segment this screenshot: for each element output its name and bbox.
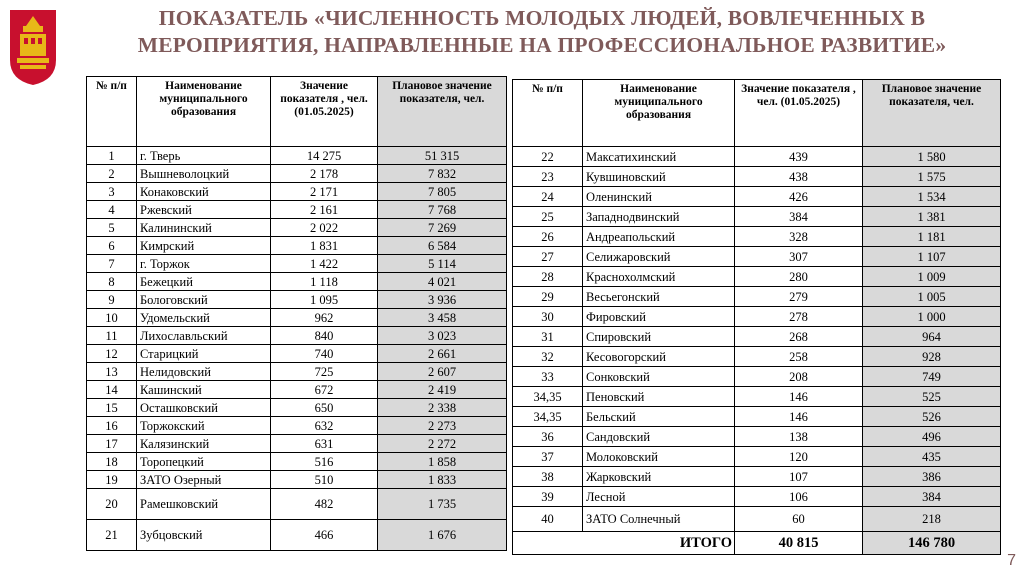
title-line-2: МЕРОПРИЯТИЯ, НАПРАВЛЕННЫЕ НА ПРОФЕССИОНАЛЬНОЕ РАЗВИТИЕ»: [137, 33, 947, 57]
table-row: [513, 447, 1001, 467]
row-name: Торжокский: [137, 417, 271, 435]
row-plan: 1 735: [378, 489, 507, 520]
row-name: Зубцовский: [137, 520, 271, 551]
row-plan: 3 936: [378, 291, 507, 309]
row-num: 17: [87, 435, 137, 453]
row-num: 9: [87, 291, 137, 309]
row-num: 21: [87, 520, 137, 551]
row-value: 2 161: [271, 201, 378, 219]
row-num: 29: [513, 287, 583, 307]
row-name: Максатихинский: [583, 147, 735, 167]
header-name: Наименование муниципального образования: [137, 77, 271, 147]
row-num: 37: [513, 447, 583, 467]
row-value: 14 275: [271, 147, 378, 165]
row-value: 120: [735, 447, 863, 467]
header-num: № п/п: [513, 80, 583, 147]
row-num: 18: [87, 453, 137, 471]
row-value: 307: [735, 247, 863, 267]
row-value: 138: [735, 427, 863, 447]
row-value: 146: [735, 387, 863, 407]
page-title: [60, 5, 1024, 59]
row-name: Лихославльский: [137, 327, 271, 345]
row-num: 7: [87, 255, 137, 273]
row-value: 962: [271, 309, 378, 327]
table-row: [87, 201, 507, 219]
row-plan: 1 009: [863, 267, 1001, 287]
row-plan: 51 315: [378, 147, 507, 165]
row-plan: 384: [863, 487, 1001, 507]
table-row: [513, 267, 1001, 287]
row-value: 258: [735, 347, 863, 367]
row-plan: 1 858: [378, 453, 507, 471]
row-num: 40: [513, 507, 583, 532]
row-value: 107: [735, 467, 863, 487]
row-plan: 7 805: [378, 183, 507, 201]
row-num: 34,35: [513, 407, 583, 427]
row-name: Сандовский: [583, 427, 735, 447]
row-plan: 6 584: [378, 237, 507, 255]
row-name: Ржевский: [137, 201, 271, 219]
row-value: 466: [271, 520, 378, 551]
header-plan: Плановое значение показателя, чел.: [863, 80, 1001, 147]
row-plan: 1 575: [863, 167, 1001, 187]
row-plan: 1 580: [863, 147, 1001, 167]
table-row: [87, 273, 507, 291]
table-row: [513, 347, 1001, 367]
row-num: 16: [87, 417, 137, 435]
row-name: Молоковский: [583, 447, 735, 467]
row-name: Бологовский: [137, 291, 271, 309]
row-value: 278: [735, 307, 863, 327]
row-num: 36: [513, 427, 583, 447]
row-name: Фировский: [583, 307, 735, 327]
row-name: Спировский: [583, 327, 735, 347]
table-row: [513, 287, 1001, 307]
row-name: г. Торжок: [137, 255, 271, 273]
row-value: 2 178: [271, 165, 378, 183]
table-row: [87, 327, 507, 345]
row-plan: 3 458: [378, 309, 507, 327]
row-plan: 749: [863, 367, 1001, 387]
row-name: Селижаровский: [583, 247, 735, 267]
row-num: 25: [513, 207, 583, 227]
table-row: [513, 167, 1001, 187]
row-num: 12: [87, 345, 137, 363]
row-plan: 7 768: [378, 201, 507, 219]
table-row: [513, 407, 1001, 427]
row-num: 2: [87, 165, 137, 183]
table-row: [513, 227, 1001, 247]
row-plan: 1 005: [863, 287, 1001, 307]
row-num: 31: [513, 327, 583, 347]
row-plan: 7 269: [378, 219, 507, 237]
page-number: 7: [1007, 552, 1016, 569]
table-row: [513, 427, 1001, 447]
row-plan: 1 381: [863, 207, 1001, 227]
table-row: [87, 489, 507, 520]
row-num: 22: [513, 147, 583, 167]
table-row: [87, 453, 507, 471]
row-name: Кувшиновский: [583, 167, 735, 187]
row-value: 146: [735, 407, 863, 427]
row-value: 280: [735, 267, 863, 287]
row-value: 672: [271, 381, 378, 399]
row-name: Кимрский: [137, 237, 271, 255]
row-num: 10: [87, 309, 137, 327]
row-plan: 4 021: [378, 273, 507, 291]
row-name: Пеновский: [583, 387, 735, 407]
row-plan: 2 607: [378, 363, 507, 381]
row-plan: 1 534: [863, 187, 1001, 207]
row-plan: 218: [863, 507, 1001, 532]
table-row: [87, 309, 507, 327]
row-name: Весьегонский: [583, 287, 735, 307]
row-value: 1 831: [271, 237, 378, 255]
row-value: 740: [271, 345, 378, 363]
row-name: ЗАТО Озерный: [137, 471, 271, 489]
row-name: Конаковский: [137, 183, 271, 201]
row-num: 26: [513, 227, 583, 247]
total-plan: 146 780: [863, 532, 1001, 555]
row-name: Андреапольский: [583, 227, 735, 247]
right-data-table: [512, 79, 1001, 555]
row-name: Оленинский: [583, 187, 735, 207]
total-label: ИТОГО: [513, 532, 735, 555]
row-num: 33: [513, 367, 583, 387]
row-num: 34,35: [513, 387, 583, 407]
table-row: [513, 187, 1001, 207]
row-name: Краснохолмский: [583, 267, 735, 287]
table-row: [513, 247, 1001, 267]
row-value: 384: [735, 207, 863, 227]
row-plan: 2 338: [378, 399, 507, 417]
row-name: Кесовогорский: [583, 347, 735, 367]
row-num: 23: [513, 167, 583, 187]
row-value: 439: [735, 147, 863, 167]
row-num: 20: [87, 489, 137, 520]
row-name: Нелидовский: [137, 363, 271, 381]
row-plan: 964: [863, 327, 1001, 347]
row-num: 24: [513, 187, 583, 207]
row-value: 268: [735, 327, 863, 347]
row-num: 5: [87, 219, 137, 237]
table-row: [87, 435, 507, 453]
row-name: Торопецкий: [137, 453, 271, 471]
row-value: 1 095: [271, 291, 378, 309]
row-num: 11: [87, 327, 137, 345]
row-num: 27: [513, 247, 583, 267]
row-plan: 525: [863, 387, 1001, 407]
table-row: [87, 183, 507, 201]
row-value: 426: [735, 187, 863, 207]
row-num: 1: [87, 147, 137, 165]
table-row: [513, 207, 1001, 227]
row-value: 632: [271, 417, 378, 435]
table-row: [513, 307, 1001, 327]
row-value: 208: [735, 367, 863, 387]
row-name: Лесной: [583, 487, 735, 507]
row-value: 631: [271, 435, 378, 453]
row-num: 4: [87, 201, 137, 219]
row-value: 482: [271, 489, 378, 520]
row-name: Бежецкий: [137, 273, 271, 291]
table-row: [87, 363, 507, 381]
row-name: Жарковский: [583, 467, 735, 487]
row-value: 516: [271, 453, 378, 471]
row-value: 510: [271, 471, 378, 489]
row-plan: 2 272: [378, 435, 507, 453]
row-num: 30: [513, 307, 583, 327]
row-value: 2 022: [271, 219, 378, 237]
row-value: 328: [735, 227, 863, 247]
row-plan: 386: [863, 467, 1001, 487]
table-row: [513, 367, 1001, 387]
header-value: Значение показателя , чел. (01.05.2025): [271, 77, 378, 147]
row-name: Осташковский: [137, 399, 271, 417]
table-row: [87, 147, 507, 165]
total-row: [513, 532, 1001, 555]
row-num: 28: [513, 267, 583, 287]
row-name: Западнодвинский: [583, 207, 735, 227]
row-name: г. Тверь: [137, 147, 271, 165]
row-name: Калининский: [137, 219, 271, 237]
header-plan: Плановое значение показателя, чел.: [378, 77, 507, 147]
row-plan: 2 273: [378, 417, 507, 435]
table-row: [513, 327, 1001, 347]
row-plan: 2 661: [378, 345, 507, 363]
row-name: Старицкий: [137, 345, 271, 363]
row-num: 39: [513, 487, 583, 507]
header-name: Наименование муниципального образования: [583, 80, 735, 147]
row-num: 32: [513, 347, 583, 367]
row-value: 650: [271, 399, 378, 417]
row-plan: 1 107: [863, 247, 1001, 267]
row-plan: 526: [863, 407, 1001, 427]
row-num: 3: [87, 183, 137, 201]
table-row: [87, 255, 507, 273]
row-num: 14: [87, 381, 137, 399]
row-name: Вышневолоцкий: [137, 165, 271, 183]
row-plan: 496: [863, 427, 1001, 447]
table-row: [87, 520, 507, 551]
row-name: Сонковский: [583, 367, 735, 387]
row-num: 6: [87, 237, 137, 255]
row-value: 438: [735, 167, 863, 187]
row-name: Бельский: [583, 407, 735, 427]
left-data-table: [86, 76, 507, 551]
row-value: 279: [735, 287, 863, 307]
row-num: 38: [513, 467, 583, 487]
row-name: Калязинский: [137, 435, 271, 453]
row-name: ЗАТО Солнечный: [583, 507, 735, 532]
row-plan: 1 000: [863, 307, 1001, 327]
row-name: Рамешковский: [137, 489, 271, 520]
table-row: [513, 147, 1001, 167]
row-name: Удомельский: [137, 309, 271, 327]
row-value: 106: [735, 487, 863, 507]
row-plan: 928: [863, 347, 1001, 367]
table-row: [513, 487, 1001, 507]
header-value: Значение показателя , чел. (01.05.2025): [735, 80, 863, 147]
table-row: [87, 471, 507, 489]
row-plan: 2 419: [378, 381, 507, 399]
table-row: [513, 467, 1001, 487]
header-num: № п/п: [87, 77, 137, 147]
row-name: Кашинский: [137, 381, 271, 399]
row-plan: 5 114: [378, 255, 507, 273]
row-value: 725: [271, 363, 378, 381]
table-row: [87, 237, 507, 255]
table-row: [87, 165, 507, 183]
title-line-1: ПОКАЗАТЕЛЬ «ЧИСЛЕННОСТЬ МОЛОДЫХ ЛЮДЕЙ, ВОВЛЕЧЕННЫХ В: [158, 6, 926, 30]
table-row: [513, 387, 1001, 407]
row-value: 840: [271, 327, 378, 345]
total-value: 40 815: [735, 532, 863, 555]
table-row: [87, 381, 507, 399]
tver-coat-of-arms-icon: [8, 8, 58, 86]
table-row: [87, 345, 507, 363]
row-value: 60: [735, 507, 863, 532]
row-num: 15: [87, 399, 137, 417]
row-plan: 1 676: [378, 520, 507, 551]
table-row: [87, 219, 507, 237]
table-row: [87, 291, 507, 309]
row-value: 1 422: [271, 255, 378, 273]
row-num: 13: [87, 363, 137, 381]
table-row: [513, 507, 1001, 532]
table-row: [87, 399, 507, 417]
row-plan: 435: [863, 447, 1001, 467]
row-value: 1 118: [271, 273, 378, 291]
row-plan: 7 832: [378, 165, 507, 183]
row-value: 2 171: [271, 183, 378, 201]
row-plan: 1 833: [378, 471, 507, 489]
row-plan: 3 023: [378, 327, 507, 345]
row-num: 8: [87, 273, 137, 291]
row-plan: 1 181: [863, 227, 1001, 247]
row-num: 19: [87, 471, 137, 489]
table-row: [87, 417, 507, 435]
